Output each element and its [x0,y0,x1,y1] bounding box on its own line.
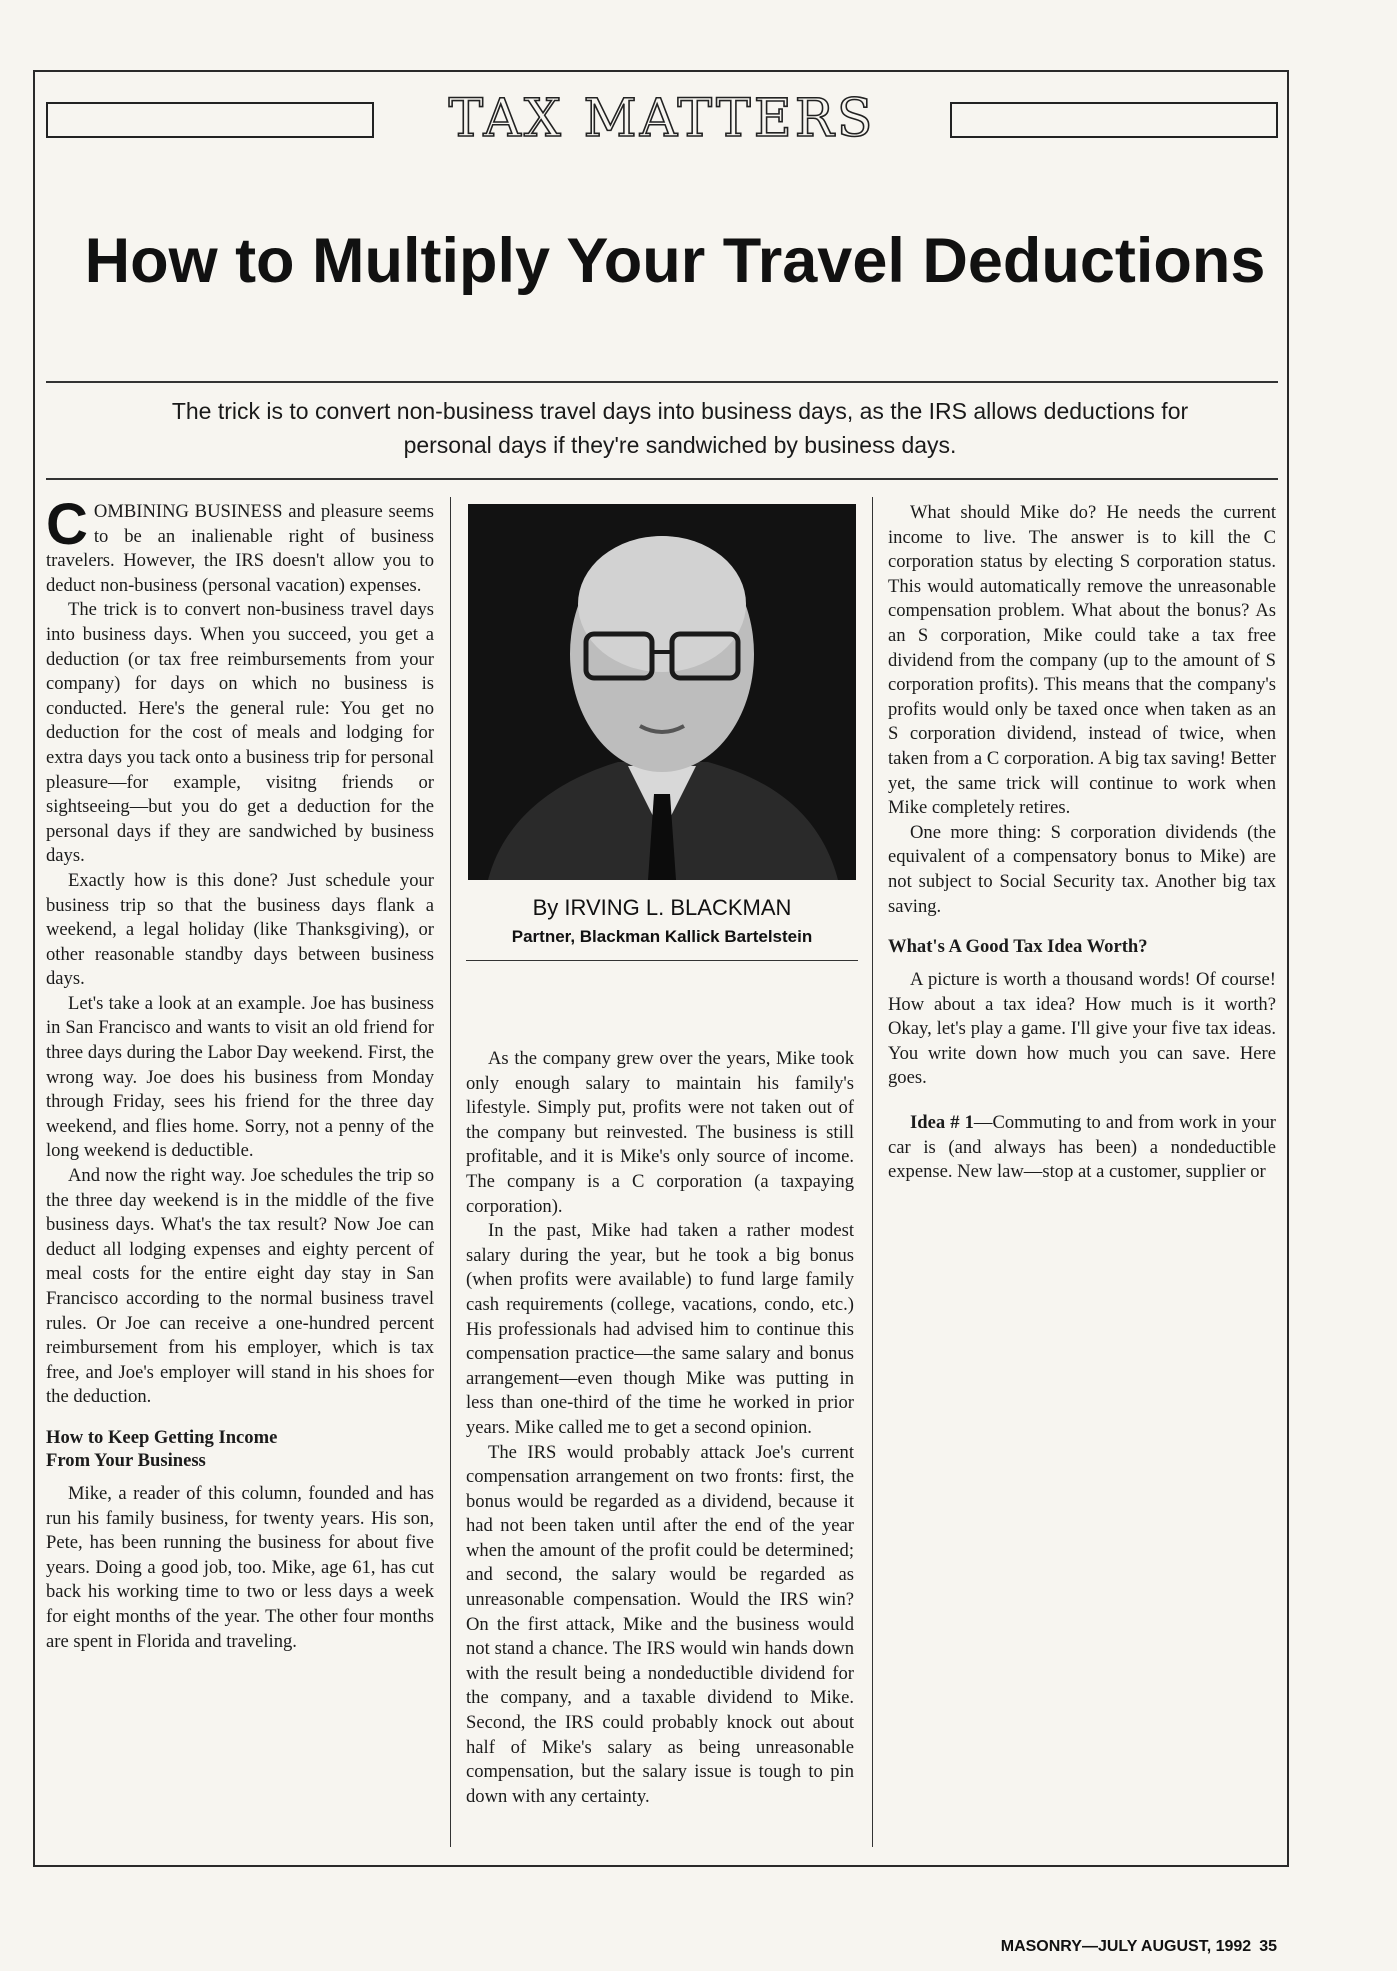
column-3 [888,501,1276,1185]
subhead-income-line2: From Your Business [46,1449,206,1471]
paragraph-7: As the company grew over the years, Mike took only enough salary to maintain his family's lifestyle. Simply put, profits were not taken out of the company but reinvested. The business is still profitable, and it is Mike's only source of income. The company is a C corporation (a taxpaying corporation). [466,1048,854,1217]
paragraph-10: What should Mike do? He needs the current income to live. The answer is to kill the C corporation status by electing S corporation status. This would automatically remove the unreasonable compensation problem. What about the bonus? As an S corporation, Mike could take a tax free dividend from the company (up to the amount of S corporation profits). This means that the company's profits would only be taxed once when taken as an S corporation dividend, instead of twice, when taken from a C corporation. A big tax saving! Better yet, the same trick will continue to work when Mike completely retires. [888,502,1276,819]
headline: How to Multiply Your Travel Deductions [84,226,1266,296]
banner-title: TAX MATTERS [448,89,876,149]
paragraph-idea-1 [888,1111,1276,1185]
subhead-income [46,1426,434,1472]
subtitle: The trick is to convert non-business travel days into business days, as the IRS allows deductions for personal days if they're sandwiched by business days. [171,398,1189,458]
rule-bottom [46,478,1278,480]
page-footer [1001,1938,1277,1956]
column-banner [46,89,1278,149]
idea-1-text: —Commuting to and from work in your car is (and always has been) a nondeductible expense. New law—stop at a customer, supplier or [888,1112,1276,1183]
paragraph-9-start: The IRS would probably attack Joe's current compensation arrangement on two fronts: first, the bonus would be regarded as a dividend, because it had not been taken until after the end of the year when the amount of the profit could be determined; and second, the salary would be regarded as unreasonable compensation. Would the IRS win? On the first attack, Mike and the business would not stand a chance. The IRS would win hands down with the result being a nondeductible dividend for the company, and a taxable dividend to Mike. Second, the IRS could probably knock out about half of Mike's salary as being unreasonable compensation, but the salary issue is tough to pin down with any certainty. [466,1441,854,1807]
author-name: By IRVING L. BLACKMAN [532,895,792,920]
author-portrait-icon [468,504,856,880]
paragraph-6: Mike, a reader of this column, founded and has run his family business, for twenty years. His son, Pete, has been running the business for about five years. Doing a good job, too. Mike, age 61, has cut back his working time to two or less days a week for eight months of the year. The other four months are spent in Florida and traveling. [46,1482,434,1652]
paragraph-11: One more thing: S corporation dividends (the equivalent of a compensatory bonus to Mike) are not subject to Social Security tax. Another big tax saving. [888,821,1276,917]
paragraph-1-text: and pleasure seems to be an inalienable right of business travelers. However, the IRS doesn't allow you to deduct non-business (personal vacation) expenses. [46,501,434,596]
paragraph-3: Exactly how is this done? Just schedule your business trip so that the business days flank a weekend, a legal holiday (like Thanksgiving), or other reasonable standby days between business days. [46,869,434,990]
byline-rule [466,960,858,961]
column-divider-2 [872,497,873,1847]
banner-bar-left [46,102,374,138]
banner-bar-right [950,102,1278,138]
rule-top [46,381,1278,383]
author-title: Partner, Blackman Kallick Bartelstein [511,927,813,946]
author-photo [468,504,856,880]
paragraph-5: And now the right way. Joe schedules the trip so the three day weekend is in the middle of the five business days. What's the tax result? Now Joe can deduct all lodging expenses and eighty percent of meal costs for the entire eight day stay in San Francisco according to the normal business travel rules. Or Joe can receive a one-hundred percent reimbursement from his employer, which is tax free, and Joe's employer will stand in his shoes for the deduction. [46,1165,434,1408]
paragraph-12: A picture is worth a thousand words! Of course! How about a tax idea? How much is it worth? Okay, let's play a game. I'll give your five tax ideas. You write down how much you can save. Here goes. [888,969,1276,1089]
paragraph-4: Let's take a look at an example. Joe has business in San Francisco and wants to visit an old friend for three days during the Labor Day weekend. First, the wrong way. Joe does his business from Monday through Friday, sees his friend for the three day weekend, and flies home. Sorry, not a penny of the long weekend is deductible. [46,992,434,1162]
column-1 [46,492,434,1654]
column-divider-1 [450,497,451,1847]
subhead-income-line1: How to Keep Getting Income [46,1426,278,1448]
byline [466,893,858,951]
dropcap: C [46,492,88,557]
page-number: 35 [1259,1938,1277,1955]
lead-caps: OMBINING BUSINESS [93,501,283,522]
paragraph-1 [46,492,434,598]
column-2 [466,1047,854,1809]
publication-info: MASONRY—JULY AUGUST, 1992 [1000,1938,1252,1955]
paragraph-2: The trick is to convert non-business travel days into business days. When you succeed, you get a deduction (or tax free reimbursements from your company) for days on which no business is conducted. Here's the general rule: You get no deduction for the cost of meals and lodging for extra days you tack onto a business trip for personal pleasure—for example, visitng friends or sightseeing—but you do get a deduction for the personal days if they are sandwiched by business days. [46,599,434,867]
idea-1-label: Idea # 1 [910,1112,974,1134]
paragraph-8: In the past, Mike had taken a rather modest salary during the year, but he took a big bonus (when profits were available) to fund large family cash requirements (college, vacations, condo, etc.) His professionals had advised him to continue this compensation practice—the same salary and bonus arrangement—even though Mike was putting in less than one-third of the time he worked in prior years. Mike called me to get a second opinion. [466,1220,854,1438]
subhead-tax-idea: What's A Good Tax Idea Worth? [888,936,1148,958]
